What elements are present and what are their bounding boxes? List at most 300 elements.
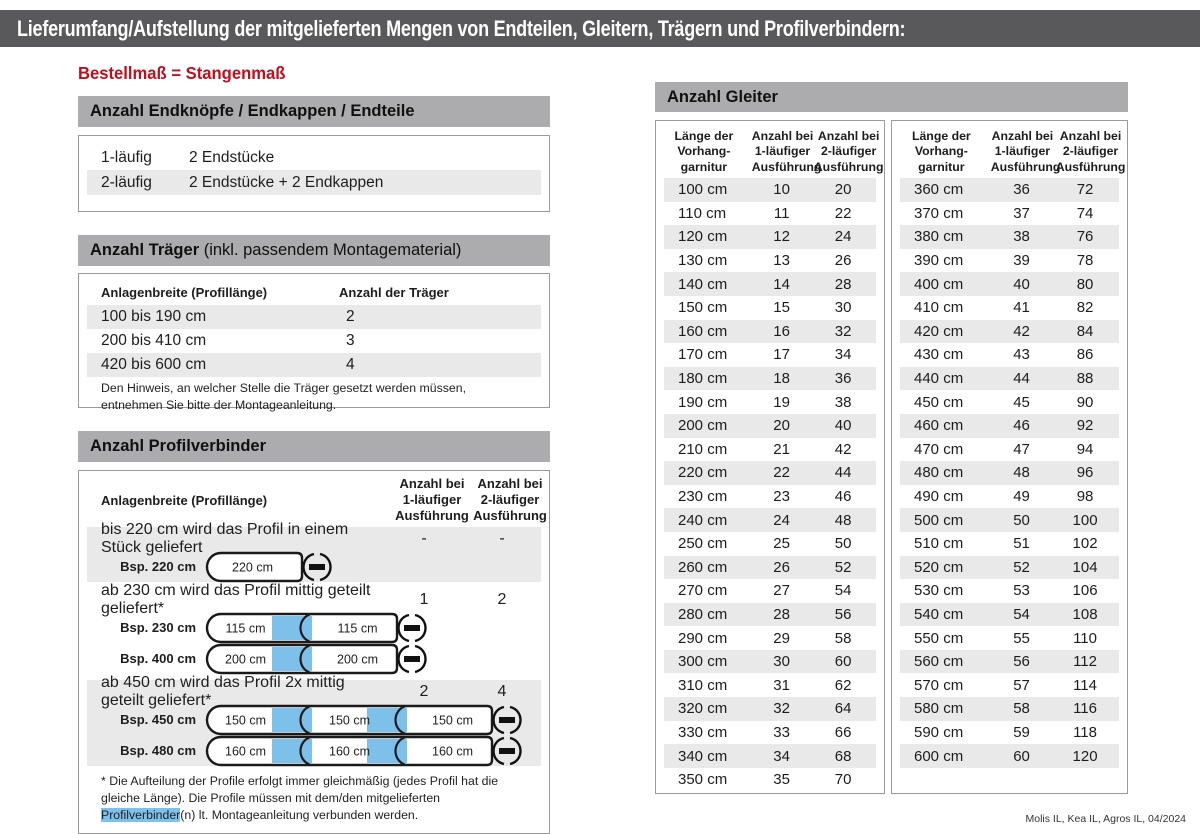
profil-example-label: Bsp. 220 cm xyxy=(120,559,196,574)
endteile-table xyxy=(78,135,550,212)
gleiter-row-count-2run: 56 xyxy=(834,605,852,623)
endteile-row-value: 2 Endstücke + 2 Endkappen xyxy=(189,173,384,191)
gleiter-row-count-2run: 104 xyxy=(1072,558,1098,576)
gleiter-row-count-2run: 118 xyxy=(1073,723,1097,741)
gleiter-col-header xyxy=(990,128,1061,175)
gleiter-row-length: 540 cm xyxy=(914,605,964,623)
gleiter-row xyxy=(656,768,884,792)
gleiter-row-length: 320 cm xyxy=(678,700,728,718)
gleiter-row-count-2run: 20 xyxy=(834,181,852,199)
gleiter-row-count-1run: 31 xyxy=(773,676,790,694)
right-column xyxy=(655,82,1128,794)
gleiter-row xyxy=(656,650,884,674)
gleiter-row-count-1run: 44 xyxy=(1013,370,1030,388)
profile-segment-label: 115 cm xyxy=(225,621,266,635)
gleiter-row-count-2run: 86 xyxy=(1076,346,1094,364)
gleiter-row xyxy=(656,296,884,320)
gleiter-row-length: 440 cm xyxy=(914,370,964,388)
gleiter-row-length: 240 cm xyxy=(678,511,728,529)
gleiter-row-length: 230 cm xyxy=(678,488,728,506)
gleiter-row-count-1run: 46 xyxy=(1013,417,1030,435)
gleiter-row-count-1run: 52 xyxy=(1013,558,1030,576)
gleiter-table-header xyxy=(656,126,884,178)
gleiter-row-count-2run: 44 xyxy=(834,464,852,482)
gleiter-row-count-1run: 20 xyxy=(773,417,790,435)
gleiter-row-length: 520 cm xyxy=(914,558,964,576)
endteile-row-value: 2 Endstücke xyxy=(189,148,275,166)
end-piece-icon xyxy=(404,656,420,662)
traeger-row xyxy=(79,305,549,329)
end-piece-icon xyxy=(309,564,325,570)
gleiter-row-count-2run: 88 xyxy=(1076,370,1094,388)
gleiter-row-length: 190 cm xyxy=(678,393,728,411)
gleiter-col-header xyxy=(813,129,884,175)
gleiter-row-count-2run: 52 xyxy=(834,558,852,576)
endteile-row-label: 2-läufig xyxy=(101,173,152,191)
gleiter-row-count-2run: 50 xyxy=(834,535,852,553)
gleiter-row-count-1run: 49 xyxy=(1013,488,1030,506)
gleiter-row xyxy=(892,556,1127,580)
gleiter-row-length: 570 cm xyxy=(914,676,964,694)
gleiter-row-length: 580 cm xyxy=(914,700,964,718)
gleiter-col-header-line: Anzahl bei xyxy=(817,128,880,143)
profil-rule-count-1run: 1 xyxy=(419,591,429,608)
end-piece-icon xyxy=(499,717,515,723)
gleiter-row-count-2run: 54 xyxy=(834,582,852,600)
endteile-rows xyxy=(79,145,549,195)
profile-segment-label: 220 cm xyxy=(232,560,273,574)
traeger-table-header xyxy=(79,280,549,305)
gleiter-row xyxy=(892,249,1127,273)
gleiter-row xyxy=(892,320,1127,344)
profile-segment-label: 160 cm xyxy=(225,744,266,758)
gleiter-row-length: 180 cm xyxy=(678,370,728,388)
page-title: Lieferumfang/Aufstellung der mitgelieferten Mengen von Endteilen, Gleitern, Trägern und Profilverbindern: xyxy=(17,15,906,41)
gleiter-row xyxy=(892,225,1127,249)
gleiter-row-length: 390 cm xyxy=(914,252,964,270)
profile-segment-label: 150 cm xyxy=(329,713,370,727)
profil-rule-count-1run: 2 xyxy=(419,683,429,700)
gleiter-row xyxy=(892,721,1127,745)
gleiter-table-right xyxy=(891,120,1128,794)
gleiter-row-count-2run: 82 xyxy=(1076,299,1094,317)
profile-segment-label: 150 cm xyxy=(432,713,473,727)
gleiter-row-count-1run: 45 xyxy=(1013,393,1030,411)
gleiter-row-count-2run: 64 xyxy=(834,700,852,718)
gleiter-row xyxy=(656,556,884,580)
gleiter-row-count-1run: 33 xyxy=(773,723,790,741)
profile-diagram xyxy=(205,704,524,736)
gleiter-row-count-2run: 62 xyxy=(834,676,852,694)
profil-example-label: Bsp. 400 cm xyxy=(120,651,196,666)
gleiter-col-header-line: 2-läufiger xyxy=(1062,144,1119,159)
gleiter-row-length: 140 cm xyxy=(678,275,728,293)
section-title-traeger: Anzahl Träger xyxy=(90,241,200,259)
gleiter-row xyxy=(892,438,1127,462)
gleiter-row xyxy=(656,390,884,414)
gleiter-row-length: 500 cm xyxy=(914,511,964,529)
gleiter-row xyxy=(892,485,1127,509)
profil-rule xyxy=(79,521,549,584)
gleiter-row-count-1run: 30 xyxy=(773,653,790,671)
section-header-profilverbinder xyxy=(78,431,550,462)
gleiter-row-length: 110 cm xyxy=(678,204,727,222)
section-title-endteile: Anzahl Endknöpfe / Endkappen / Endteile xyxy=(90,102,415,120)
gleiter-row-count-1run: 34 xyxy=(773,747,790,765)
gleiter-col-header-line: Ausführung xyxy=(751,159,822,174)
gleiter-row-count-1run: 36 xyxy=(1013,181,1030,199)
gleiter-row-length: 280 cm xyxy=(678,605,728,623)
profile-diagram xyxy=(205,735,524,767)
gleiter-row-count-1run: 32 xyxy=(773,700,790,718)
gleiter-row-count-1run: 40 xyxy=(1013,275,1030,293)
gleiter-row-count-2run: 70 xyxy=(834,771,852,789)
gleiter-row-length: 350 cm xyxy=(678,771,728,789)
gleiter-row-count-1run: 47 xyxy=(1013,440,1030,458)
section-header-traeger xyxy=(78,235,550,266)
gleiter-row xyxy=(656,272,884,296)
gleiter-row-count-1run: 42 xyxy=(1013,322,1030,340)
gleiter-row-length: 150 cm xyxy=(678,299,728,317)
gleiter-row-length: 600 cm xyxy=(914,747,964,765)
endteile-row-label: 1-läufig xyxy=(101,148,152,166)
gleiter-row-count-1run: 39 xyxy=(1013,252,1030,270)
gleiter-row-count-1run: 18 xyxy=(773,370,790,388)
gleiter-row-count-1run: 35 xyxy=(773,771,790,789)
gleiter-row xyxy=(892,579,1127,603)
gleiter-row xyxy=(656,673,884,697)
gleiter-row-count-1run: 17 xyxy=(773,346,790,364)
gleiter-col-header-line: Ausführung xyxy=(1055,159,1126,174)
gleiter-row xyxy=(892,650,1127,674)
profil-col-1run-l3: Ausführung xyxy=(395,508,469,524)
profil-rule-count-1run: - xyxy=(421,530,427,547)
traeger-row xyxy=(79,353,549,377)
gleiter-row-length: 560 cm xyxy=(914,653,964,671)
end-piece-icon xyxy=(404,625,420,631)
gleiter-row xyxy=(892,603,1127,627)
gleiter-col-header-line: 2-läufiger xyxy=(820,144,877,159)
profile-segment-label: 160 cm xyxy=(432,744,473,758)
order-size-note: Bestellmaß = Stangenmaß xyxy=(78,63,286,83)
gleiter-row-count-2run: 60 xyxy=(834,653,852,671)
gleiter-row xyxy=(892,744,1127,768)
gleiter-row-count-1run: 48 xyxy=(1013,464,1030,482)
gleiter-row-length: 490 cm xyxy=(914,488,964,506)
profil-col-width: Anlagenbreite (Profillänge) xyxy=(101,492,268,508)
gleiter-row xyxy=(656,532,884,556)
gleiter-row xyxy=(892,414,1127,438)
gleiter-row-count-1run: 15 xyxy=(773,299,790,317)
gleiter-row-count-2run: 116 xyxy=(1073,700,1097,718)
gleiter-row-length: 480 cm xyxy=(914,464,964,482)
gleiter-row xyxy=(892,367,1127,391)
gleiter-row-length: 590 cm xyxy=(914,723,964,741)
gleiter-row xyxy=(892,532,1127,556)
gleiter-row-length: 200 cm xyxy=(678,417,728,435)
gleiter-row-count-1run: 22 xyxy=(773,464,790,482)
gleiter-row-length: 400 cm xyxy=(914,275,964,293)
gleiter-col-header-line: 1-läufiger xyxy=(754,144,811,159)
gleiter-col-header-line: Länge der xyxy=(674,128,734,143)
gleiter-row-length: 310 cm xyxy=(678,676,728,694)
gleiter-row xyxy=(892,508,1127,532)
gleiter-row-count-2run: 78 xyxy=(1076,252,1094,270)
gleiter-row xyxy=(656,603,884,627)
gleiter-row-length: 380 cm xyxy=(914,228,964,246)
gleiter-row-count-2run: 36 xyxy=(834,370,852,388)
profil-col-2run-l3: Ausführung xyxy=(473,508,547,524)
gleiter-row-length: 260 cm xyxy=(678,558,728,576)
gleiter-row-count-2run: 26 xyxy=(834,252,852,270)
traeger-row-range: 200 bis 410 cm xyxy=(101,332,207,349)
gleiter-row-count-2run: 98 xyxy=(1076,488,1094,506)
gleiter-table-header xyxy=(892,126,1127,178)
gleiter-row-count-2run: 102 xyxy=(1072,535,1098,553)
gleiter-row xyxy=(892,461,1127,485)
traeger-row-count: 4 xyxy=(346,356,355,373)
gleiter-tables xyxy=(655,120,1128,794)
gleiter-col-header-line: Ausführung xyxy=(990,159,1061,174)
profil-col-1run-l2: 1-läufiger xyxy=(402,491,462,507)
gleiter-row-length: 470 cm xyxy=(914,440,964,458)
gleiter-row xyxy=(656,178,884,202)
gleiter-row-length: 360 cm xyxy=(914,181,964,199)
gleiter-row-length: 300 cm xyxy=(678,653,728,671)
gleiter-row-length: 100 cm xyxy=(678,181,728,199)
gleiter-row-length: 250 cm xyxy=(678,535,728,553)
profil-rule xyxy=(79,674,549,768)
gleiter-row-count-2run: 114 xyxy=(1073,676,1097,694)
gleiter-row xyxy=(656,579,884,603)
gleiter-row-count-2run: 28 xyxy=(834,275,852,293)
gleiter-row-count-1run: 57 xyxy=(1013,676,1030,694)
gleiter-row-length: 270 cm xyxy=(678,582,728,600)
traeger-note: Den Hinweis, an welcher Stelle die Träger gesetzt werden müssen, entnehmen Sie bitte der Montageanleitung. xyxy=(101,381,466,412)
gleiter-row-length: 130 cm xyxy=(678,252,728,270)
gleiter-row-length: 450 cm xyxy=(914,393,964,411)
gleiter-row-length: 430 cm xyxy=(914,346,964,364)
gleiter-row xyxy=(656,438,884,462)
gleiter-row-count-2run: 74 xyxy=(1076,204,1094,222)
profil-example-label: Bsp. 450 cm xyxy=(120,712,196,727)
profil-rule-count-2run: 4 xyxy=(497,683,507,700)
gleiter-row xyxy=(892,296,1127,320)
gleiter-row-count-1run: 41 xyxy=(1013,299,1030,317)
traeger-row-range: 100 bis 190 cm xyxy=(101,308,207,325)
profil-example xyxy=(87,643,541,674)
end-piece-icon xyxy=(499,748,515,754)
gleiter-row-count-2run: 90 xyxy=(1076,393,1094,411)
gleiter-row-count-2run: 58 xyxy=(834,629,852,647)
section-header-gleiter xyxy=(655,82,1128,112)
gleiter-row xyxy=(892,343,1127,367)
profile-diagram xyxy=(205,643,429,675)
gleiter-row-count-2run: 92 xyxy=(1076,417,1094,435)
left-column xyxy=(78,63,550,834)
gleiter-row-count-2run: 120 xyxy=(1072,747,1098,765)
gleiter-col-header xyxy=(656,129,752,175)
gleiter-row-count-2run: 22 xyxy=(834,204,852,222)
gleiter-row-count-1run: 19 xyxy=(773,393,790,411)
gleiter-row-count-2run: 72 xyxy=(1076,181,1094,199)
gleiter-row-count-1run: 60 xyxy=(1013,747,1030,765)
gleiter-row xyxy=(892,697,1127,721)
gleiter-row-length: 290 cm xyxy=(678,629,728,647)
gleiter-row xyxy=(656,343,884,367)
endteile-row xyxy=(79,145,549,170)
gleiter-row-count-2run: 84 xyxy=(1076,322,1094,340)
gleiter-row-count-2run: 94 xyxy=(1076,440,1094,458)
gleiter-row-count-1run: 16 xyxy=(773,322,790,340)
traeger-row-count: 2 xyxy=(346,308,355,325)
gleiter-row-count-1run: 56 xyxy=(1013,653,1030,671)
profile-diagram xyxy=(205,551,334,583)
gleiter-row-length: 220 cm xyxy=(678,464,728,482)
section-subtitle-traeger: (inkl. passendem Montagematerial) xyxy=(199,241,462,259)
gleiter-row-count-2run: 80 xyxy=(1076,275,1094,293)
gleiter-col-header-line: Länge der xyxy=(911,128,971,143)
gleiter-row xyxy=(656,508,884,532)
profil-col-1run xyxy=(393,476,471,525)
gleiter-row xyxy=(656,626,884,650)
gleiter-row xyxy=(656,414,884,438)
gleiter-row xyxy=(656,249,884,273)
section-header-endteile xyxy=(78,96,550,127)
section-title-profilverbinder: Anzahl Profilverbinder xyxy=(90,437,267,455)
gleiter-row-count-1run: 12 xyxy=(773,228,790,246)
gleiter-col-header xyxy=(892,129,991,175)
gleiter-col-header-line: garnitur xyxy=(680,159,728,174)
gleiter-row-count-2run: 96 xyxy=(1076,464,1094,482)
gleiter-row-length: 340 cm xyxy=(678,747,728,765)
gleiter-row xyxy=(892,178,1127,202)
profile-segment-label: 150 cm xyxy=(225,713,266,727)
gleiter-row-count-1run: 27 xyxy=(773,582,790,600)
gleiter-row-count-2run: 76 xyxy=(1076,228,1094,246)
profil-rule-line xyxy=(87,674,541,709)
gleiter-row-count-1run: 50 xyxy=(1013,511,1030,529)
gleiter-row-count-1run: 55 xyxy=(1013,629,1030,647)
gleiter-row-length: 550 cm xyxy=(914,629,964,647)
gleiter-row-length: 370 cm xyxy=(914,204,964,222)
profil-col-2run-l1: Anzahl bei xyxy=(477,475,543,491)
profil-footnote-post: (n) lt. Montageanleitung verbunden werden. xyxy=(180,808,419,823)
profil-col-1run-l1: Anzahl bei xyxy=(399,475,465,491)
gleiter-row-count-1run: 53 xyxy=(1013,582,1030,600)
gleiter-row-count-1run: 25 xyxy=(773,535,790,553)
gleiter-col-header-line: Ausführung xyxy=(813,159,884,174)
gleiter-row-count-2run: 68 xyxy=(834,747,852,765)
section-title-gleiter: Anzahl Gleiter xyxy=(667,87,778,106)
profil-rule-text: ab 230 cm wird das Profil mittig geteilt geliefert* xyxy=(101,582,371,617)
document-footer: Molis IL, Kea IL, Agros IL, 04/2024 xyxy=(1025,813,1186,825)
traeger-col-width: Anlagenbreite (Profillänge) xyxy=(101,285,268,300)
profilverbinder-table xyxy=(78,470,550,834)
profile-connector xyxy=(272,647,312,671)
gleiter-row xyxy=(892,390,1127,414)
gleiter-row-count-1run: 58 xyxy=(1013,700,1030,718)
profile-connector xyxy=(367,708,407,732)
gleiter-row-length: 460 cm xyxy=(914,417,964,435)
gleiter-row xyxy=(656,461,884,485)
traeger-table xyxy=(78,273,550,412)
gleiter-row xyxy=(892,673,1127,697)
gleiter-row-count-2run: 66 xyxy=(834,723,852,741)
gleiter-row-count-2run: 32 xyxy=(834,322,852,340)
traeger-col-count: Anzahl der Träger xyxy=(339,285,449,300)
gleiter-row-count-2run: 106 xyxy=(1072,582,1098,600)
endteile-row xyxy=(79,170,549,195)
gleiter-row xyxy=(656,202,884,226)
profile-segment-label: 160 cm xyxy=(329,744,370,758)
gleiter-row-length: 120 cm xyxy=(678,228,728,246)
profil-rule-text: bis 220 cm wird das Profil in einem Stück geliefert xyxy=(101,521,349,556)
gleiter-row-count-1run: 13 xyxy=(773,252,790,270)
gleiter-row-count-1run: 24 xyxy=(773,511,790,529)
gleiter-row-count-2run: 48 xyxy=(834,511,852,529)
profile-connector xyxy=(367,739,407,763)
profile-segment-label: 200 cm xyxy=(337,652,378,666)
gleiter-row-count-1run: 37 xyxy=(1013,204,1030,222)
gleiter-col-header-line: Vorhang- xyxy=(914,144,968,159)
profil-rule-count-2run: 2 xyxy=(497,591,507,608)
gleiter-row-count-2run: 34 xyxy=(834,346,852,364)
gleiter-row-count-2run: 24 xyxy=(834,228,852,246)
gleiter-col-header-line: Anzahl bei xyxy=(751,128,814,143)
gleiter-table-left xyxy=(655,120,885,794)
profil-footnote-pre: * Die Aufteilung der Profile erfolgt immer gleichmäßig (jedes Profil hat die gleiche Länge). Die Profile müssen mit dem/den mitgelieferten xyxy=(101,774,499,806)
gleiter-col-header-line: 1-läufiger xyxy=(994,144,1051,159)
gleiter-row-count-1run: 38 xyxy=(1013,228,1030,246)
gleiter-row xyxy=(656,721,884,745)
gleiter-row-count-1run: 29 xyxy=(773,629,790,647)
gleiter-row-count-1run: 54 xyxy=(1013,605,1030,623)
profil-col-2run xyxy=(471,476,549,525)
gleiter-col-header-line: garnitur xyxy=(918,159,965,174)
profil-example-label: Bsp. 230 cm xyxy=(120,620,196,635)
gleiter-row-length: 210 cm xyxy=(678,440,728,458)
profil-rule-text: ab 450 cm wird das Profil 2x mittig geteilt geliefert* xyxy=(101,674,345,709)
gleiter-row-length: 170 cm xyxy=(678,346,728,364)
traeger-row-range: 420 bis 600 cm xyxy=(101,356,207,373)
gleiter-row-count-2run: 108 xyxy=(1072,605,1098,623)
profil-col-2run-l2: 2-läufiger xyxy=(480,491,540,507)
gleiter-row xyxy=(656,320,884,344)
page-title-bar xyxy=(0,10,1200,47)
profil-footnote-highlight: Profilverbinder xyxy=(101,808,181,823)
gleiter-row-count-2run: 46 xyxy=(834,488,852,506)
gleiter-row-count-2run: 42 xyxy=(834,440,852,458)
gleiter-col-header xyxy=(1054,129,1127,175)
profile-connector xyxy=(272,739,312,763)
gleiter-row xyxy=(656,485,884,509)
gleiter-row-length: 530 cm xyxy=(914,582,964,600)
gleiter-row-count-2run: 110 xyxy=(1073,629,1097,647)
gleiter-row xyxy=(656,697,884,721)
gleiter-row-count-1run: 10 xyxy=(773,181,790,199)
gleiter-row-count-1run: 23 xyxy=(773,488,790,506)
gleiter-row-count-1run: 14 xyxy=(773,275,790,293)
gleiter-row-count-2run: 40 xyxy=(834,417,852,435)
gleiter-row-count-1run: 28 xyxy=(773,605,790,623)
gleiter-row-count-1run: 11 xyxy=(773,204,790,222)
gleiter-row-count-2run: 30 xyxy=(834,299,852,317)
gleiter-row-count-1run: 59 xyxy=(1013,723,1030,741)
profile-segment-label: 200 cm xyxy=(225,652,266,666)
traeger-row-count: 3 xyxy=(346,332,355,349)
profile-segment-label: 115 cm xyxy=(337,621,378,635)
